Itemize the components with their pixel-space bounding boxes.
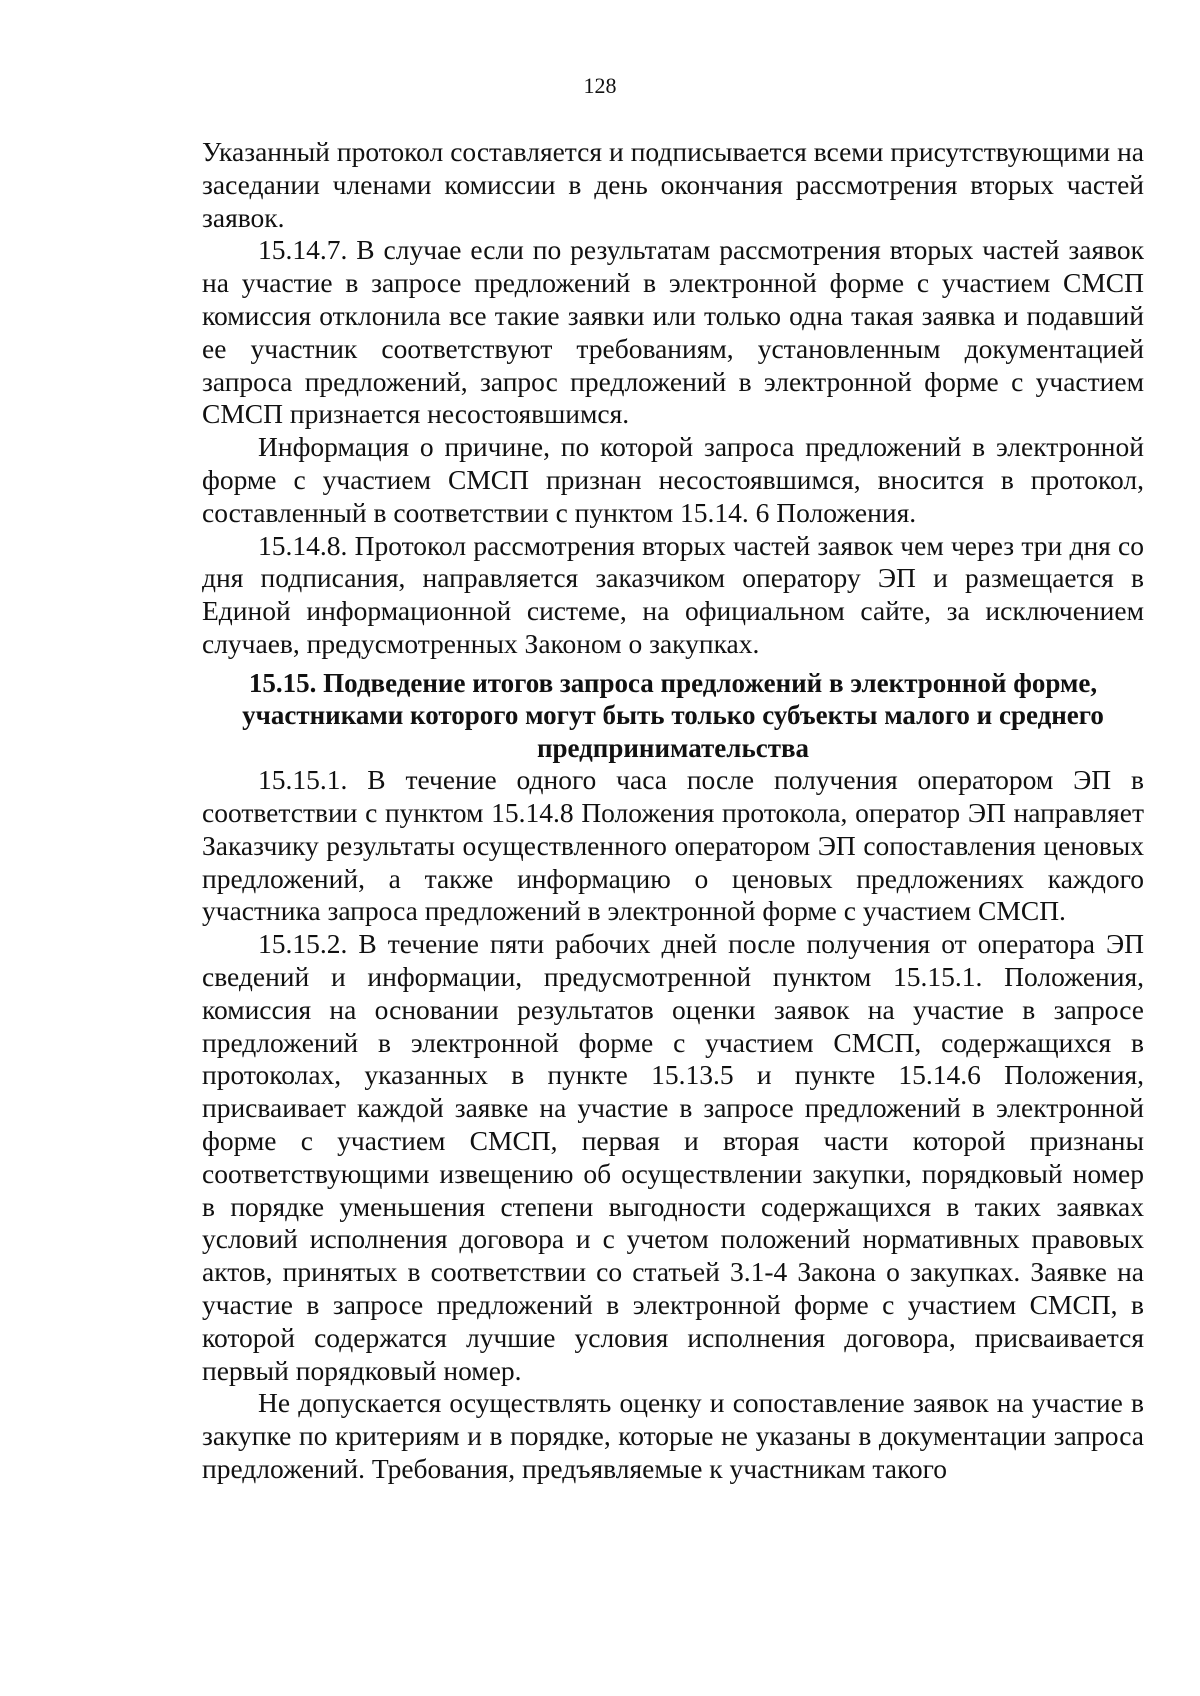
paragraph-evaluation-restriction: Не допускается осуществлять оценку и сопоставление заявок на участие в закупке по критериям и в порядке, которые не указаны в документации запроса предложений. Требования, предъявляемые к участникам такого xyxy=(202,1387,1144,1484)
paragraph-failure-reason: Информация о причине, по которой запроса предложений в электронной форме с участием СМСП признан несостоявшимся, вносится в протокол, составленный в соответствии с пунктом 15.14. 6 Положения. xyxy=(202,431,1144,528)
paragraph-protocol-signing: Указанный протокол составляется и подписывается всеми присутствующими на заседании членами комиссии в день окончания рассмотрения вторых частей заявок. xyxy=(202,136,1144,233)
paragraph-15-14-7: 15.14.7. В случае если по результатам рассмотрения вторых частей заявок на участие в запросе предложений в электронной форме с участием СМСП комиссия отклонила все такие заявки или только одна такая заявка и подавший ее участник соответствуют требованиям, установленным документацией запроса предложений, запрос предложений в электронной форме с участием СМСП признается несостоявшимся. xyxy=(202,234,1144,430)
paragraph-15-15-1: 15.15.1. В течение одного часа после получения оператором ЭП в соответствии с пунктом 15.14.8 Положения протокола, оператор ЭП направляет Заказчику результаты осуществленного оператором ЭП сопоставления ценовых предложений, а также информацию о ценовых предложениях каждого участника запроса предложений в электронной форме с участием СМСП. xyxy=(202,764,1144,927)
section-heading-15-15: 15.15. Подведение итогов запроса предложений в электронной форме, участниками которого могут быть только субъекты малого и среднего предпринимательства xyxy=(242,667,1104,763)
paragraph-15-15-2: 15.15.2. В течение пяти рабочих дней после получения от оператора ЭП сведений и информации, предусмотренной пунктом 15.15.1. Положения, комиссия на основании результатов оценки заявок на участие в запросе предложений в электронной форме с участием СМСП, содержащихся в протоколах, указанных в пункте 15.13.5 и пункте 15.14.6 Положения, присваивает каждой заявке на участие в запросе предложений в электронной форме с участием СМСП, первая и вторая части которой признаны соответствующими извещению об осуществлении закупки, порядковый номер в порядке уменьшения степени выгодности содержащихся в таких заявках условий исполнения договора и с учетом положений нормативных правовых актов, принятых в соответствии со статьей 3.1-4 Закона о закупках. Заявке на участие в запросе предложений в электронной форме с участием СМСП, в которой содержатся лучшие условия исполнения договора, присваивается первый порядковый номер. xyxy=(202,928,1144,1386)
document-body xyxy=(202,136,1144,1486)
page-number: 128 xyxy=(583,73,617,98)
paragraph-15-14-8: 15.14.8. Протокол рассмотрения вторых частей заявок чем через три дня со дня подписания, направляется заказчиком оператору ЭП и размещается в Единой информационной системе, на официальном сайте, за исключением случаев, предусмотренных Законом о закупках. xyxy=(202,529,1144,659)
